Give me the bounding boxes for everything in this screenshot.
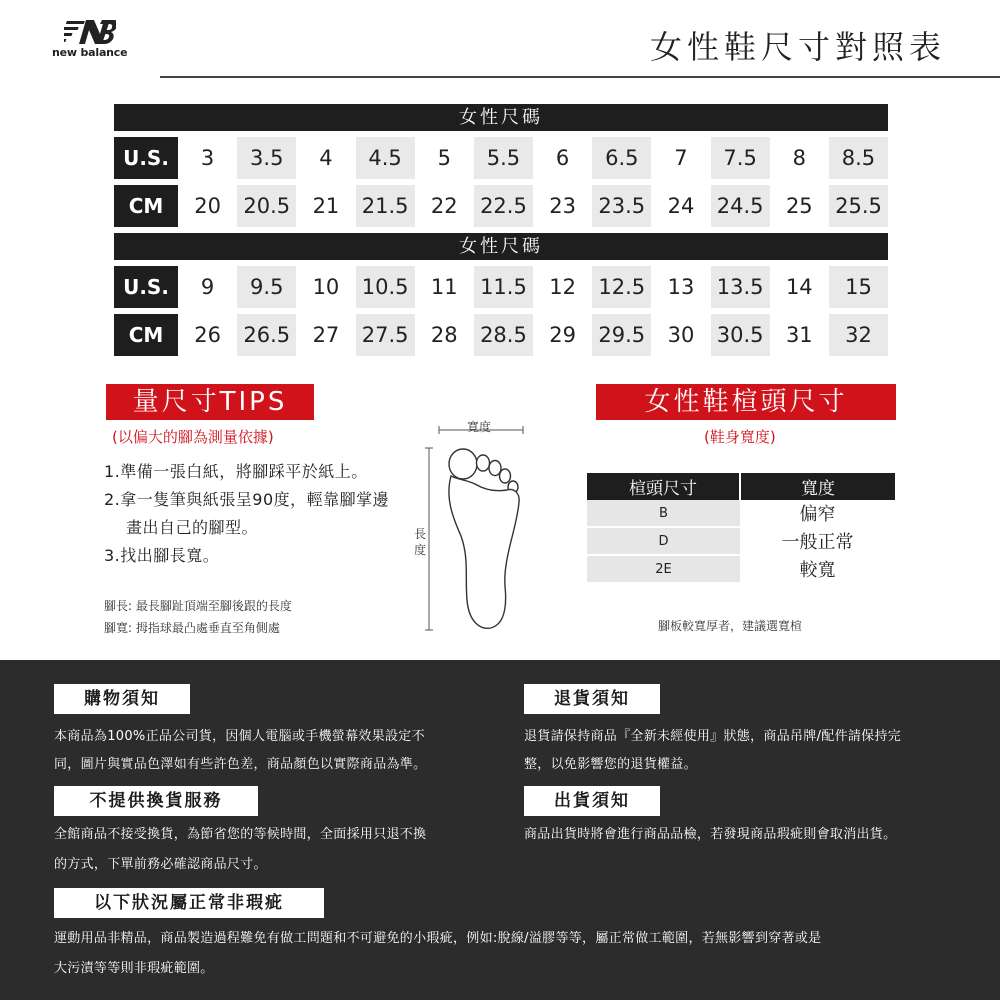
cm-label: CM bbox=[114, 185, 178, 227]
tips-tag: 量尺寸TIPS bbox=[106, 384, 314, 420]
length-label: 長度 bbox=[414, 527, 427, 557]
foot-width-note: 腳寬: 拇指球最凸處垂直至角側處 bbox=[104, 621, 280, 635]
page-title: 女性鞋尺寸對照表 bbox=[649, 28, 946, 66]
cm-size-cell: 20.5 bbox=[237, 185, 296, 227]
return-notice-line: 退貨請保持商品『全新未經使用』狀態，商品吊牌/配件請保持完 bbox=[524, 729, 902, 744]
no-exchange-line: 全館商品不接受換貨，為節省您的等候時間，全面採用只退不換 bbox=[54, 827, 427, 842]
cm-size-cell: 30 bbox=[651, 314, 710, 356]
no-exchange-line: 的方式，下單前務必確認商品尺寸。 bbox=[54, 857, 267, 872]
us-size-cell: 7.5 bbox=[711, 137, 770, 179]
tips-subtitle: (以偏大的腳為測量依據) bbox=[112, 428, 274, 446]
width-label: 寬度 bbox=[467, 420, 492, 434]
cm-size-row bbox=[114, 185, 888, 227]
us-size-cell: 13.5 bbox=[711, 266, 770, 308]
measure-step: 3.找出腳長寬。 bbox=[104, 546, 220, 565]
toe-box-row bbox=[587, 555, 895, 583]
size-table-heading: 女性尺碼 bbox=[114, 233, 888, 260]
cm-label: CM bbox=[114, 314, 178, 356]
us-size-cell: 13 bbox=[651, 266, 710, 308]
toe-box-header-row bbox=[587, 473, 895, 500]
toe-box-row bbox=[587, 500, 895, 527]
toe-box-col-header: 寬度 bbox=[740, 473, 895, 500]
measure-step: 2.拿一隻筆與紙張呈90度，輕靠腳掌邊畫出自己的腳型。 bbox=[104, 490, 390, 537]
cm-size-cell: 29 bbox=[533, 314, 592, 356]
shopping-notice-line: 本商品為100%正品公司貨，因個人電腦或手機螢幕效果設定不 bbox=[54, 729, 425, 744]
us-size-cell: 11 bbox=[415, 266, 474, 308]
us-size-cell: 12 bbox=[533, 266, 592, 308]
toe-box-size-cell: D bbox=[587, 527, 740, 555]
cm-size-cell: 25 bbox=[770, 185, 829, 227]
us-size-cell: 3.5 bbox=[237, 137, 296, 179]
us-size-cell: 3 bbox=[178, 137, 237, 179]
us-size-cell: 14 bbox=[770, 266, 829, 308]
toe-box-size-cell: B bbox=[587, 500, 740, 527]
size-table-block-2 bbox=[114, 233, 888, 356]
cm-size-cell: 27 bbox=[296, 314, 355, 356]
us-size-cell: 7 bbox=[651, 137, 710, 179]
cm-size-cell: 32 bbox=[829, 314, 888, 356]
us-size-cell: 4 bbox=[296, 137, 355, 179]
shipping-notice-line: 商品出貨時將會進行商品品檢，若發現商品瑕疵則會取消出貨。 bbox=[524, 827, 897, 842]
us-size-cell: 4.5 bbox=[356, 137, 415, 179]
cm-size-cell: 31 bbox=[770, 314, 829, 356]
cm-size-cell: 24 bbox=[651, 185, 710, 227]
logo-wordmark: new balance bbox=[52, 46, 128, 59]
cm-size-cell: 23.5 bbox=[592, 185, 651, 227]
cm-size-cell: 20 bbox=[178, 185, 237, 227]
normal-defects-line: 運動用品非精品，商品製造過程難免有做工問題和不可避免的小瑕疵，例如:脫線/溢膠等等，屬正常做工範圍，若無影響到穿著或是 bbox=[54, 931, 822, 946]
size-table-block-1 bbox=[114, 104, 888, 227]
us-size-cell: 5.5 bbox=[474, 137, 533, 179]
toe-box-col-header: 楦頭尺寸 bbox=[587, 473, 740, 500]
return-notice-title: 退貨須知 bbox=[524, 684, 660, 714]
normal-defects-line: 大污漬等等則非瑕疵範圍。 bbox=[54, 961, 214, 976]
us-size-cell: 15 bbox=[829, 266, 888, 308]
us-label: U.S. bbox=[114, 137, 178, 179]
cm-size-cell: 26.5 bbox=[237, 314, 296, 356]
return-notice-line: 整，以免影響您的退貨權益。 bbox=[524, 757, 697, 772]
foot-length-note: 腳長: 最長腳趾頂端至腳後跟的長度 bbox=[104, 599, 292, 613]
cm-size-cell: 25.5 bbox=[829, 185, 888, 227]
toe-box-width-cell: 較寬 bbox=[740, 555, 895, 583]
shipping-notice-title: 出貨須知 bbox=[524, 786, 660, 816]
cm-size-cell: 27.5 bbox=[356, 314, 415, 356]
us-size-cell: 8.5 bbox=[829, 137, 888, 179]
us-label: U.S. bbox=[114, 266, 178, 308]
us-size-cell: 6.5 bbox=[592, 137, 651, 179]
shopping-notice-line: 同，圖片與實品色澤如有些許色差，商品顏色以實際商品為準。 bbox=[54, 757, 427, 772]
toe-box-table bbox=[587, 473, 895, 584]
cm-size-cell: 22 bbox=[415, 185, 474, 227]
toe-box-size-cell: 2E bbox=[587, 555, 740, 583]
us-size-cell: 9.5 bbox=[237, 266, 296, 308]
toe-box-tag: 女性鞋楦頭尺寸 bbox=[596, 384, 896, 420]
foot-outline-icon bbox=[415, 418, 540, 636]
us-size-cell: 8 bbox=[770, 137, 829, 179]
cm-size-cell: 21.5 bbox=[356, 185, 415, 227]
size-table-heading: 女性尺碼 bbox=[114, 104, 888, 131]
cm-size-cell: 21 bbox=[296, 185, 355, 227]
toe-box-subtitle: (鞋身寬度) bbox=[704, 428, 776, 446]
us-size-row bbox=[114, 266, 888, 308]
us-size-cell: 11.5 bbox=[474, 266, 533, 308]
us-size-cell: 10.5 bbox=[356, 266, 415, 308]
cm-size-cell: 24.5 bbox=[711, 185, 770, 227]
cm-size-cell: 28.5 bbox=[474, 314, 533, 356]
us-size-cell: 6 bbox=[533, 137, 592, 179]
toe-box-width-cell: 偏窄 bbox=[740, 500, 895, 527]
normal-defects-title: 以下狀況屬正常非瑕疵 bbox=[54, 888, 324, 918]
measure-notes bbox=[104, 595, 292, 639]
info-section bbox=[0, 660, 1000, 1000]
toe-box-note: 腳板較寬厚者，建議選寬楦 bbox=[658, 619, 803, 633]
header-divider bbox=[160, 76, 1000, 78]
nb-logo-icon bbox=[64, 18, 116, 46]
measure-steps bbox=[104, 458, 404, 570]
cm-size-cell: 23 bbox=[533, 185, 592, 227]
cm-size-cell: 26 bbox=[178, 314, 237, 356]
no-exchange-title: 不提供換貨服務 bbox=[54, 786, 258, 816]
cm-size-cell: 28 bbox=[415, 314, 474, 356]
shopping-notice-title: 購物須知 bbox=[54, 684, 190, 714]
us-size-cell: 5 bbox=[415, 137, 474, 179]
cm-size-cell: 29.5 bbox=[592, 314, 651, 356]
cm-size-row bbox=[114, 314, 888, 356]
toe-box-row bbox=[587, 527, 895, 555]
cm-size-cell: 30.5 bbox=[711, 314, 770, 356]
cm-size-cell: 22.5 bbox=[474, 185, 533, 227]
us-size-cell: 12.5 bbox=[592, 266, 651, 308]
us-size-row bbox=[114, 137, 888, 179]
us-size-cell: 10 bbox=[296, 266, 355, 308]
us-size-cell: 9 bbox=[178, 266, 237, 308]
measure-step: 1.準備一張白紙，將腳踩平於紙上。 bbox=[104, 462, 368, 481]
brand-logo bbox=[52, 18, 132, 62]
toe-box-width-cell: 一般正常 bbox=[740, 527, 895, 555]
